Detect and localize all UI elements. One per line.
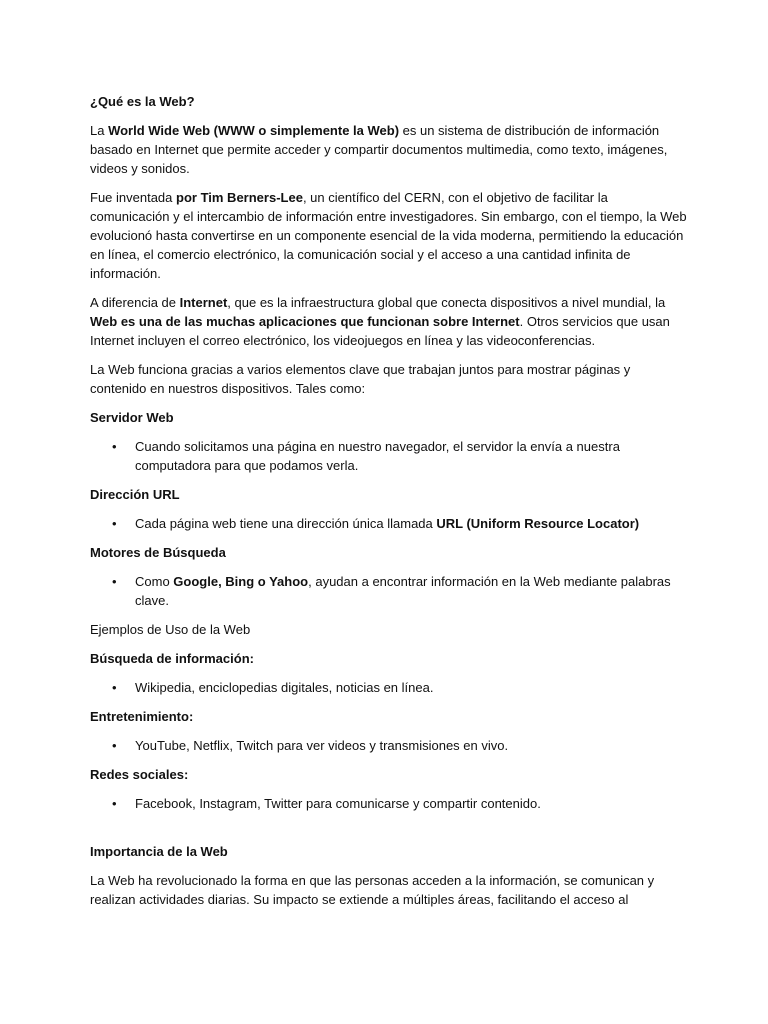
document-title: ¿Qué es la Web?: [90, 94, 195, 109]
bullet-icon: •: [112, 796, 117, 811]
list-item: [90, 794, 690, 813]
motores-list: [90, 572, 690, 610]
importancia-heading: Importancia de la Web: [90, 844, 228, 859]
intro-paragraph: [90, 121, 690, 178]
servidor-item-text: Cuando solicitamos una página en nuestro navegador, el servidor la envía a nuestra computadora para que podamos verla.: [135, 439, 620, 473]
entretenimiento-list: [90, 736, 690, 755]
list-item: [90, 437, 690, 475]
redes-list: [90, 794, 690, 813]
importancia-paragraph: La Web ha revolucionado la forma en que las personas acceden a la información, se comunican y realizan actividades diarias. Su impacto se extiende a múltiples áreas, facilitando el acceso al: [90, 873, 655, 907]
bullet-icon: •: [112, 516, 117, 531]
motores-item-bold: Google, Bing o Yahoo: [173, 574, 309, 589]
ejemplos-heading: Ejemplos de Uso de la Web: [90, 622, 251, 637]
redes-item-text: Facebook, Instagram, Twitter para comunicarse y compartir contenido.: [135, 796, 541, 811]
intro-bold-www: World Wide Web (WWW o simplemente la Web): [108, 123, 400, 138]
intro-text-2: es un sistema de distribución de información basado en Internet que permite acceder y compartir documentos multimedia, como texto, imágenes, videos y sonidos.: [90, 123, 668, 176]
redes-heading: Redes sociales:: [90, 767, 189, 782]
entretenimiento-heading: Entretenimiento:: [90, 709, 194, 724]
intro-text-1: La: [90, 123, 109, 138]
difference-text-3: . Otros servicios que usan Internet incluyen el correo electrónico, los videojuegos en línea y las videoconferencias.: [90, 314, 670, 348]
motores-heading: Motores de Búsqueda: [90, 545, 226, 560]
history-text-2: , un científico del CERN, con el objetivo de facilitar la comunicación y el intercambio de información entre investigadores. Sin embargo, con el tiempo, la Web evolucionó hasta convertirse en un componente esencial de la vida moderna, permitiendo la educación en línea, el comercio electrónico, la comunicación social y el acceso a una cantidad infinita de información.: [90, 190, 687, 281]
bullet-icon: •: [112, 738, 117, 753]
history-paragraph: [90, 188, 690, 283]
url-item-text: Cada página web tiene una dirección única llamada: [135, 516, 437, 531]
motores-item-text-2: , ayudan a encontrar información en la Web mediante palabras clave.: [135, 574, 671, 608]
difference-paragraph: [90, 293, 690, 350]
url-list: [90, 514, 690, 533]
bullet-icon: •: [112, 680, 117, 695]
busqueda-item-text: Wikipedia, enciclopedias digitales, noticias en línea.: [135, 680, 434, 695]
bullet-icon: •: [112, 574, 117, 589]
entretenimiento-item-text: YouTube, Netflix, Twitch para ver videos y transmisiones en vivo.: [135, 738, 509, 753]
bullet-icon: •: [112, 439, 117, 454]
difference-text-2: , que es la infraestructura global que conecta dispositivos a nivel mundial, la: [227, 295, 666, 310]
busqueda-list: [90, 678, 690, 697]
servidor-list: [90, 437, 690, 475]
list-item: [90, 736, 690, 755]
servidor-heading: Servidor Web: [90, 410, 174, 425]
difference-bold-web-app: Web es una de las muchas aplicaciones que funcionan sobre Internet: [90, 314, 520, 329]
list-item: [90, 514, 690, 533]
history-bold-inventor: por Tim Berners-Lee: [176, 190, 303, 205]
difference-bold-internet: Internet: [179, 295, 228, 310]
url-heading: Dirección URL: [90, 487, 180, 502]
list-item: [90, 678, 690, 697]
list-item: [90, 572, 690, 610]
elements-intro-paragraph: La Web funciona gracias a varios elementos clave que trabajan juntos para mostrar páginas y contenido en nuestros dispositivos. Tales como:: [90, 362, 631, 396]
difference-text-1: A diferencia de: [90, 295, 180, 310]
url-item-bold: URL (Uniform Resource Locator): [436, 516, 640, 531]
document-body: [90, 92, 690, 919]
motores-item-text-1: Como: [135, 574, 174, 589]
blank-line: [90, 823, 690, 842]
history-text-1: Fue inventada: [90, 190, 177, 205]
busqueda-heading: Búsqueda de información:: [90, 651, 254, 666]
